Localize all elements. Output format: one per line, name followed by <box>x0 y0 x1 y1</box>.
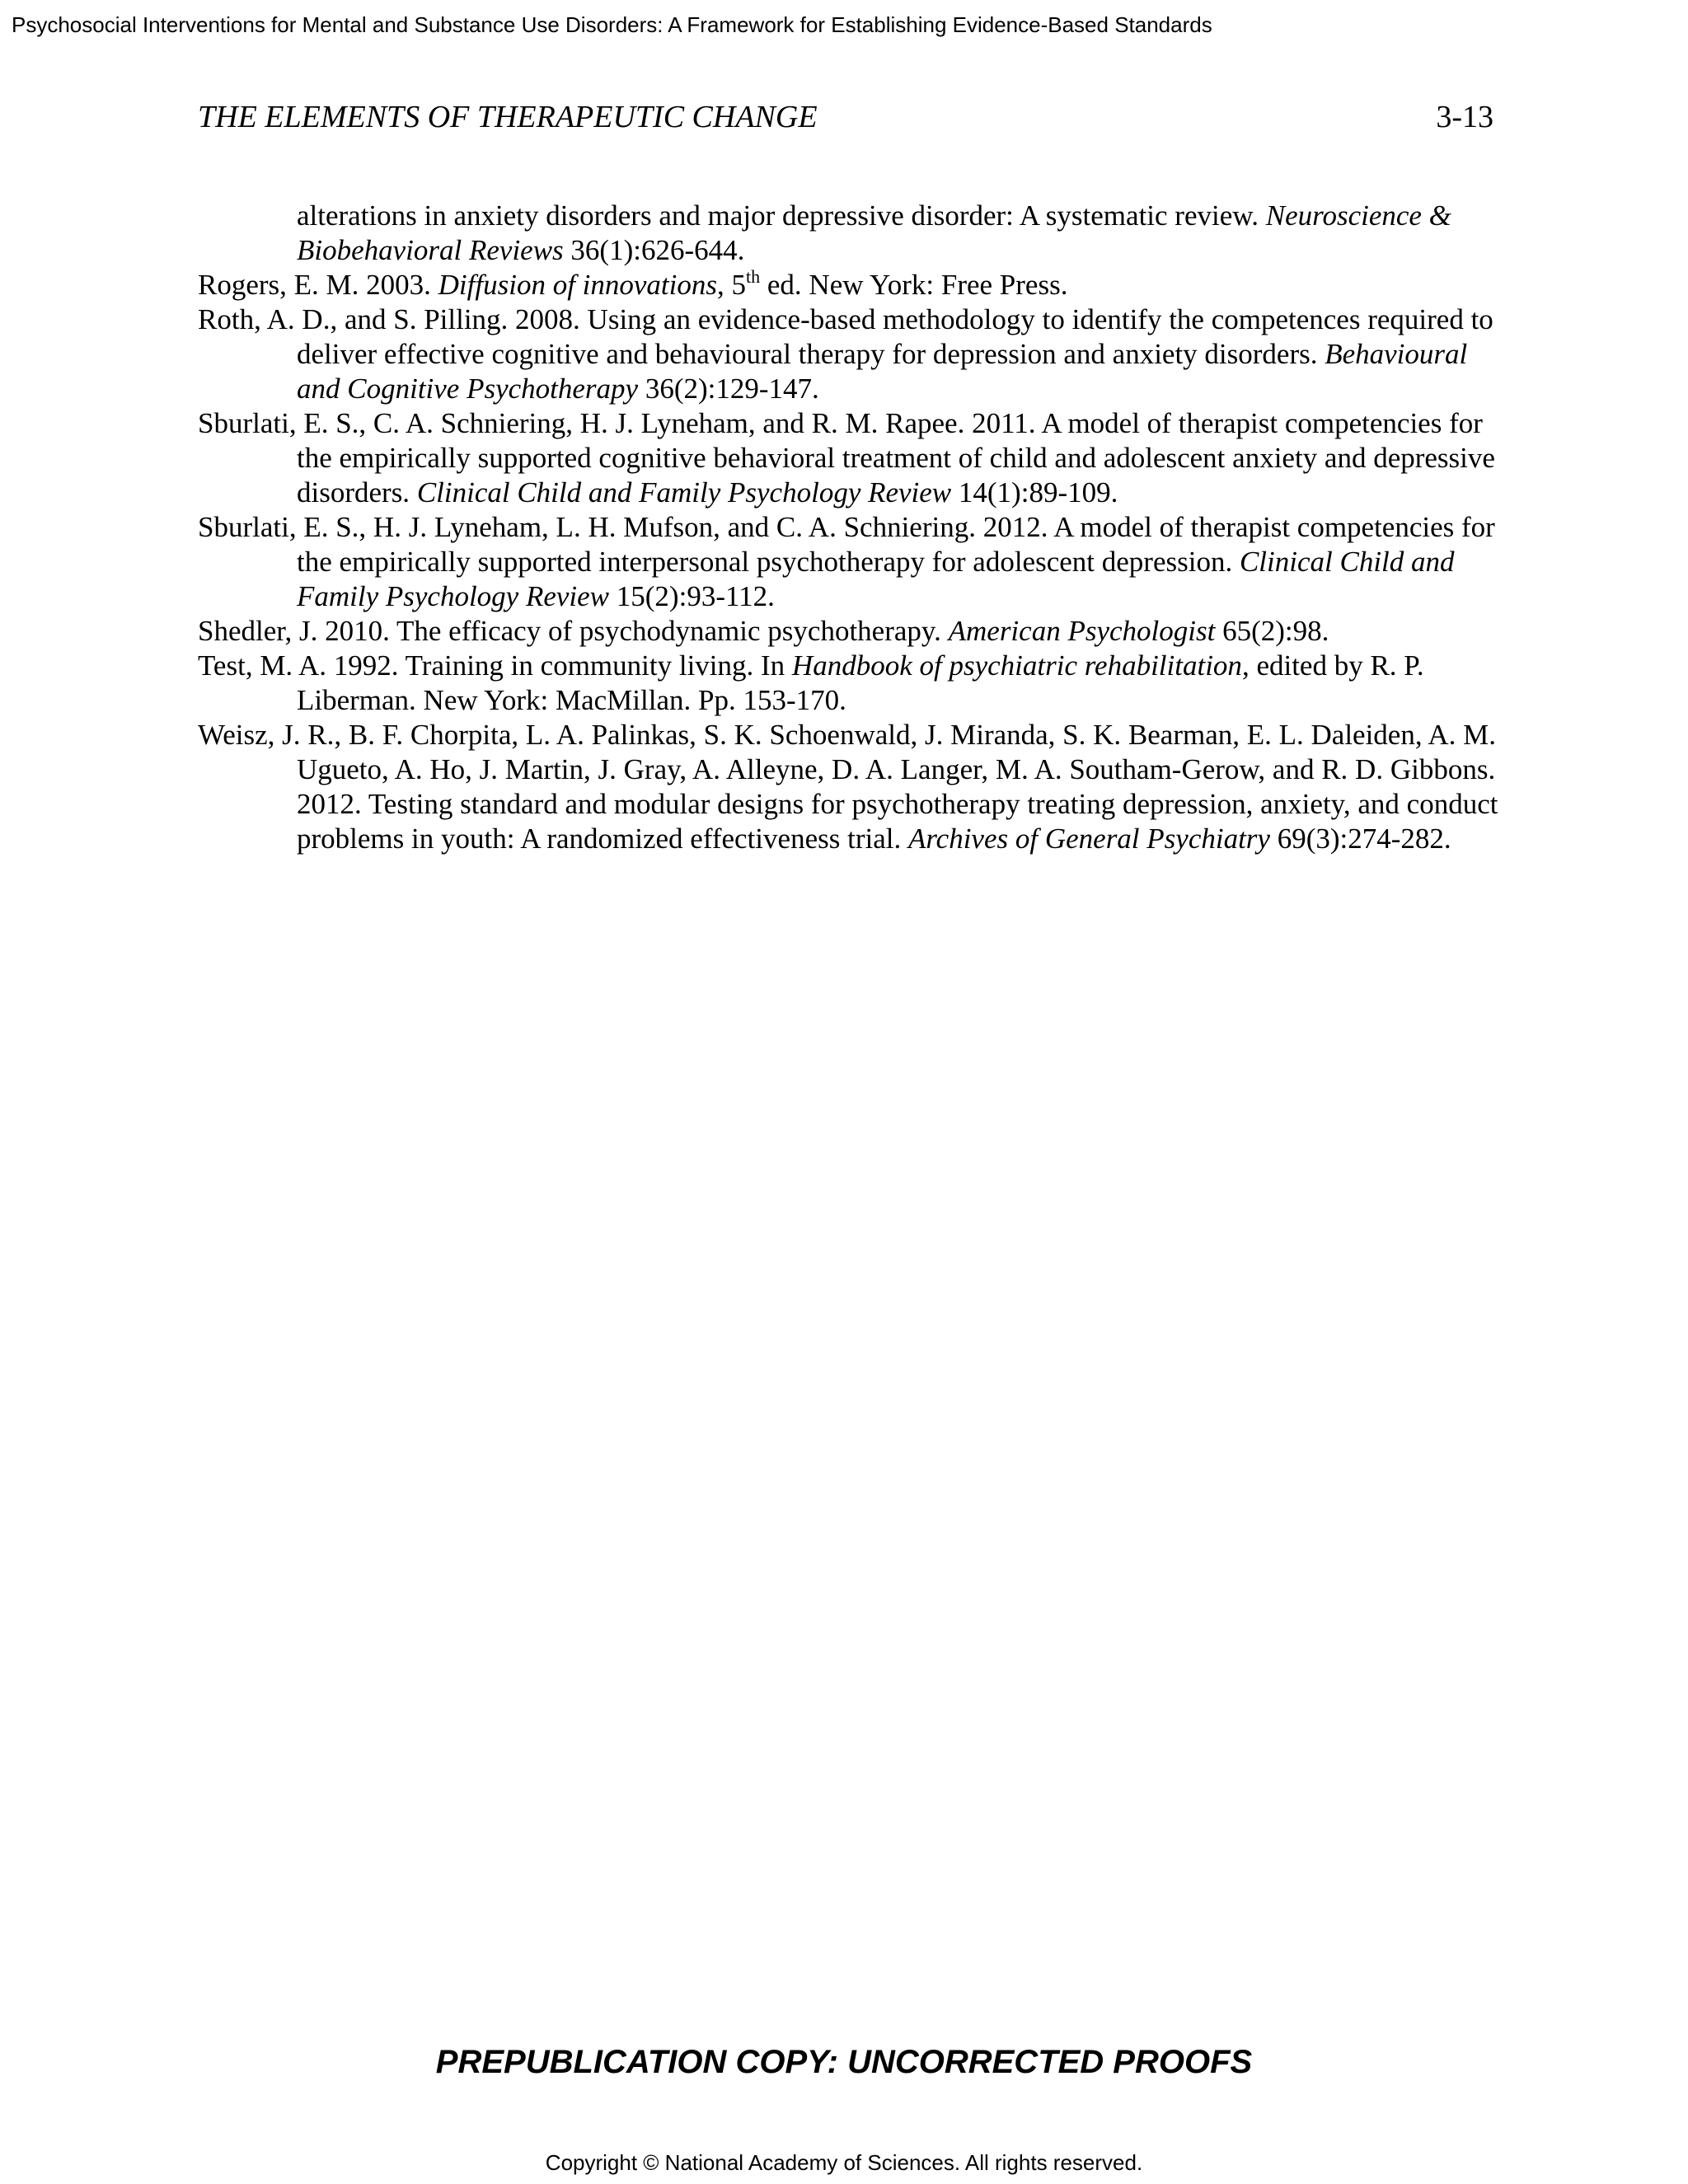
reference-entry <box>198 649 1500 718</box>
reference-citation: ed. New York: Free Press. <box>760 269 1068 301</box>
reference-entry <box>198 614 1500 649</box>
reference-entry <box>198 406 1500 510</box>
reference-citation: 69(3):274-282. <box>1269 823 1451 855</box>
prepublication-notice: PREPUBLICATION COPY: UNCORRECTED PROOFS <box>435 2044 1253 2080</box>
book-title: Handbook of psychiatric rehabilitation <box>791 649 1242 682</box>
reference-text: Roth, A. D., and S. Pilling. 2008. Using an evidence-based methodology to identify the competences required to deliver effective cognitive and behavioural therapy for depression and anxiety disorders. <box>198 303 1493 370</box>
journal-title: American Psychologist <box>948 615 1216 647</box>
reference-entry <box>198 510 1500 614</box>
reference-list <box>198 199 1500 856</box>
journal-title: Clinical Child and Family Psychology Review <box>297 546 1455 612</box>
reference-citation: 36(1):626-644. <box>563 234 745 266</box>
journal-title: Behavioural and Cognitive Psychotherapy <box>297 338 1468 405</box>
reference-text: , 5 <box>717 269 747 301</box>
reference-text: Rogers, E. M. 2003. <box>198 269 438 301</box>
book-title: Diffusion of innovations <box>438 269 718 301</box>
page-number: 3-13 <box>1436 100 1493 134</box>
reference-text: Weisz, J. R., B. F. Chorpita, L. A. Palinkas, S. K. Schoenwald, J. Miranda, S. K. Bearman, E. L. Daleiden, A. M. Ugueto, A. Ho, J. Martin, J. Gray, A. Alleyne, D. A. Langer, M. A. Southam-Gerow, and R. D. Gibbons. 2012. Testing standard and modular designs for psychotherapy treating depression, anxiety, and conduct problems in youth: A randomized effectiveness trial. <box>198 719 1498 855</box>
copyright-notice: Copyright © National Academy of Sciences. All rights reserved. <box>545 2150 1143 2175</box>
edition-superscript: th <box>746 266 761 287</box>
reference-entry <box>198 718 1500 856</box>
reference-entry <box>198 199 1500 268</box>
journal-title: Archives of General Psychiatry <box>907 823 1270 855</box>
reference-citation: 15(2):93-112. <box>609 580 775 612</box>
reference-citation: 36(2):129-147. <box>638 373 819 405</box>
journal-title: Neuroscience & Biobehavioral Reviews <box>297 199 1451 266</box>
reference-entry <box>198 268 1500 302</box>
reference-text: Sburlati, E. S., H. J. Lyneham, L. H. Mufson, and C. A. Schniering. 2012. A model of therapist competencies for the empirically supported interpersonal psychotherapy for adolescent depression. <box>198 511 1495 578</box>
chapter-title: THE ELEMENTS OF THERAPEUTIC CHANGE <box>198 100 818 134</box>
reference-text: Test, M. A. 1992. Training in community living. In <box>198 649 792 682</box>
reference-text: Shedler, J. 2010. The efficacy of psychodynamic psychotherapy. <box>198 615 949 647</box>
reference-text: Sburlati, E. S., C. A. Schniering, H. J. Lyneham, and R. M. Rapee. 2011. A model of therapist competencies for the empirically supported cognitive behavioral treatment of child and adolescent anxiety and depressive disorders. <box>198 407 1495 509</box>
reference-text: alterations in anxiety disorders and major depressive disorder: A systematic review. <box>297 199 1266 232</box>
reference-citation: , edited by R. P. Liberman. New York: MacMillan. Pp. 153-170. <box>297 649 1424 716</box>
reference-entry <box>198 302 1500 406</box>
journal-title: Clinical Child and Family Psychology Review <box>416 476 952 509</box>
reference-citation: 14(1):89-109. <box>951 476 1118 509</box>
document-banner: Psychosocial Interventions for Mental and Substance Use Disorders: A Framework for Establishing Evidence-Based Standards <box>12 12 1212 37</box>
running-head <box>198 97 1493 137</box>
reference-citation: 65(2):98. <box>1215 615 1329 647</box>
